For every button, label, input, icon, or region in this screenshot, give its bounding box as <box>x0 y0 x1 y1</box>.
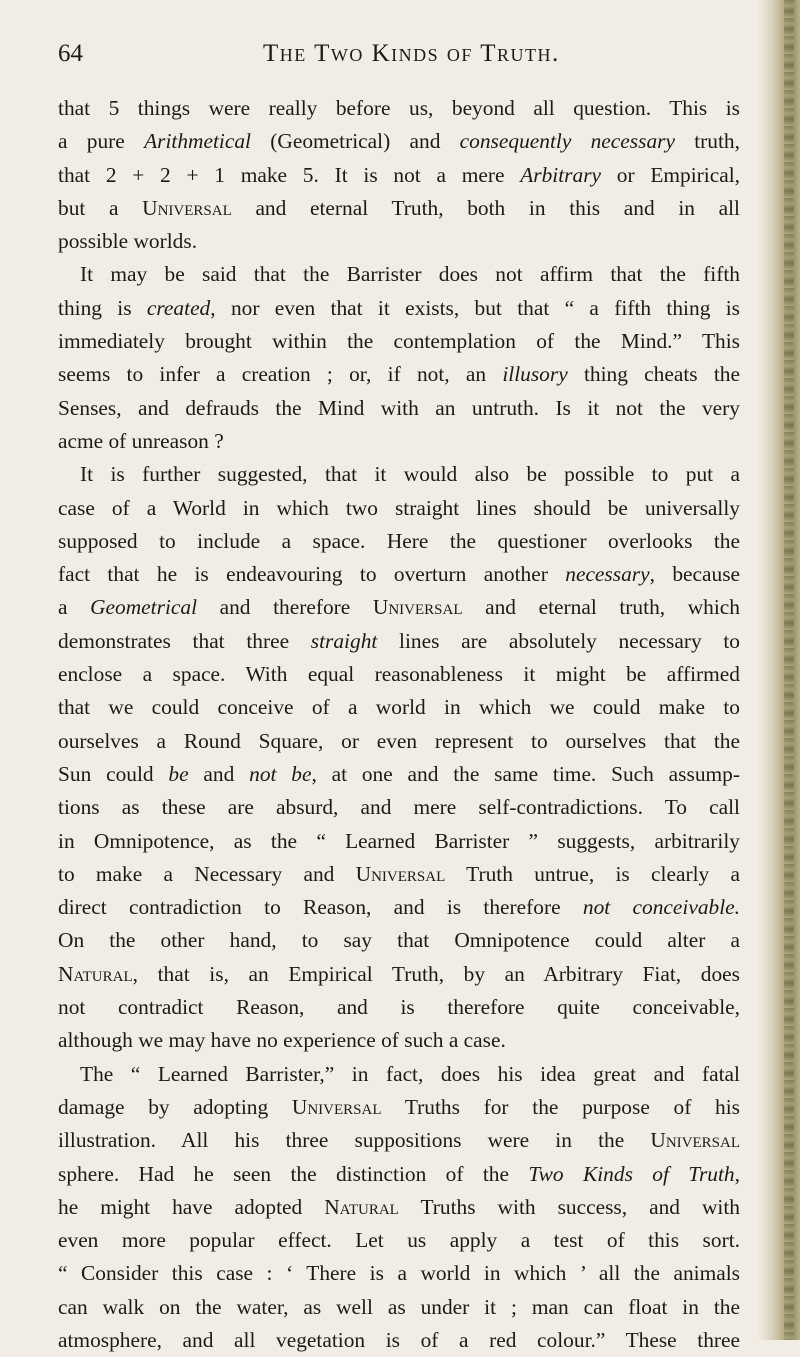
binding-edge <box>784 0 794 1340</box>
text-line: even more popular effect. Let us apply a test of this sort. <box>58 1228 740 1253</box>
text-line: a pure Arithmetical (Geometrical) and consequently necessary truth, <box>58 129 740 154</box>
text-line: seems to infer a creation ; or, if not, an illusory thing cheats the <box>58 362 740 387</box>
text-line: possible worlds. <box>58 229 198 254</box>
text-line: a Geometrical and therefore Universal and eternal truth, which <box>58 595 740 620</box>
text-line: atmosphere, and all vegetation is of a red colour.” These three <box>58 1327 740 1352</box>
text-line: case of a World in which two straight lines should be universally <box>58 495 740 520</box>
running-title: The Two Kinds of Truth. <box>263 40 560 67</box>
text-line: Natural, that is, an Empirical Truth, by an Arbitrary Fiat, does <box>58 961 740 986</box>
text-line: immediately brought within the contemplation of the Mind.” This <box>58 329 740 354</box>
text-line: demonstrates that three straight lines are absolutely necessary to <box>58 628 741 653</box>
text-line: illustration. All his three suppositions were in the Universal <box>58 1128 740 1153</box>
text-line: ourselves a Round Square, or even represent to ourselves that the <box>58 728 740 753</box>
text-line: that 2 + 2 + 1 make 5. It is not a mere Arbitrary or Empirical, <box>58 162 741 187</box>
text-line: enclose a space. With equal reasonableness it might be affirmed <box>58 662 740 687</box>
page-header <box>58 40 738 76</box>
text-line: “ Consider this case : ‘ There is a world in which ’ all the animals <box>58 1261 740 1286</box>
text-line: Senses, and defrauds the Mind with an untruth. Is it not the very <box>58 395 740 420</box>
text-line: It may be said that the Barrister does not affirm that the fifth <box>80 262 740 287</box>
text-line: Sun could be and not be, at one and the same time. Such assump- <box>58 761 740 786</box>
page-number: 64 <box>58 40 83 67</box>
text-line: but a Universal and eternal Truth, both in this and in all <box>58 195 740 220</box>
text-line: to make a Necessary and Universal Truth untrue, is clearly a <box>58 861 740 886</box>
body-text <box>58 92 740 1357</box>
text-line: damage by adopting Universal Truths for the purpose of his <box>58 1094 740 1119</box>
text-line: not contradict Reason, and is therefore quite conceivable, <box>58 995 740 1020</box>
text-line: can walk on the water, as well as under it ; man can float in the <box>58 1294 740 1319</box>
text-line: thing is created, nor even that it exists, but that “ a fifth thing is <box>58 295 740 320</box>
text-line: acme of unreason ? <box>58 428 224 453</box>
text-line: tions as these are absurd, and mere self-contradictions. To call <box>58 795 740 820</box>
text-line: although we may have no experience of such a case. <box>58 1028 506 1053</box>
text-line: in Omnipotence, as the “ Learned Barrister ” suggests, arbitrarily <box>58 828 740 853</box>
text-line: he might have adopted Natural Truths with success, and with <box>58 1194 741 1219</box>
text-line: direct contradiction to Reason, and is therefore not conceivable. <box>58 895 741 920</box>
text-line: The “ Learned Barrister,” in fact, does his idea great and fatal <box>80 1061 740 1086</box>
text-line: that we could conceive of a world in which we could make to <box>58 695 740 720</box>
text-line: that 5 things were really before us, beyond all question. This is <box>58 96 740 120</box>
text-line: fact that he is endeavouring to overturn another necessary, because <box>58 562 741 587</box>
text-line: sphere. Had he seen the distinction of the Two Kinds of Truth, <box>58 1161 740 1186</box>
text-line: On the other hand, to say that Omnipotence could alter a <box>58 928 740 953</box>
text-line: It is further suggested, that it would also be possible to put a <box>80 462 740 487</box>
text-line: supposed to include a space. Here the questioner overlooks the <box>58 528 740 553</box>
